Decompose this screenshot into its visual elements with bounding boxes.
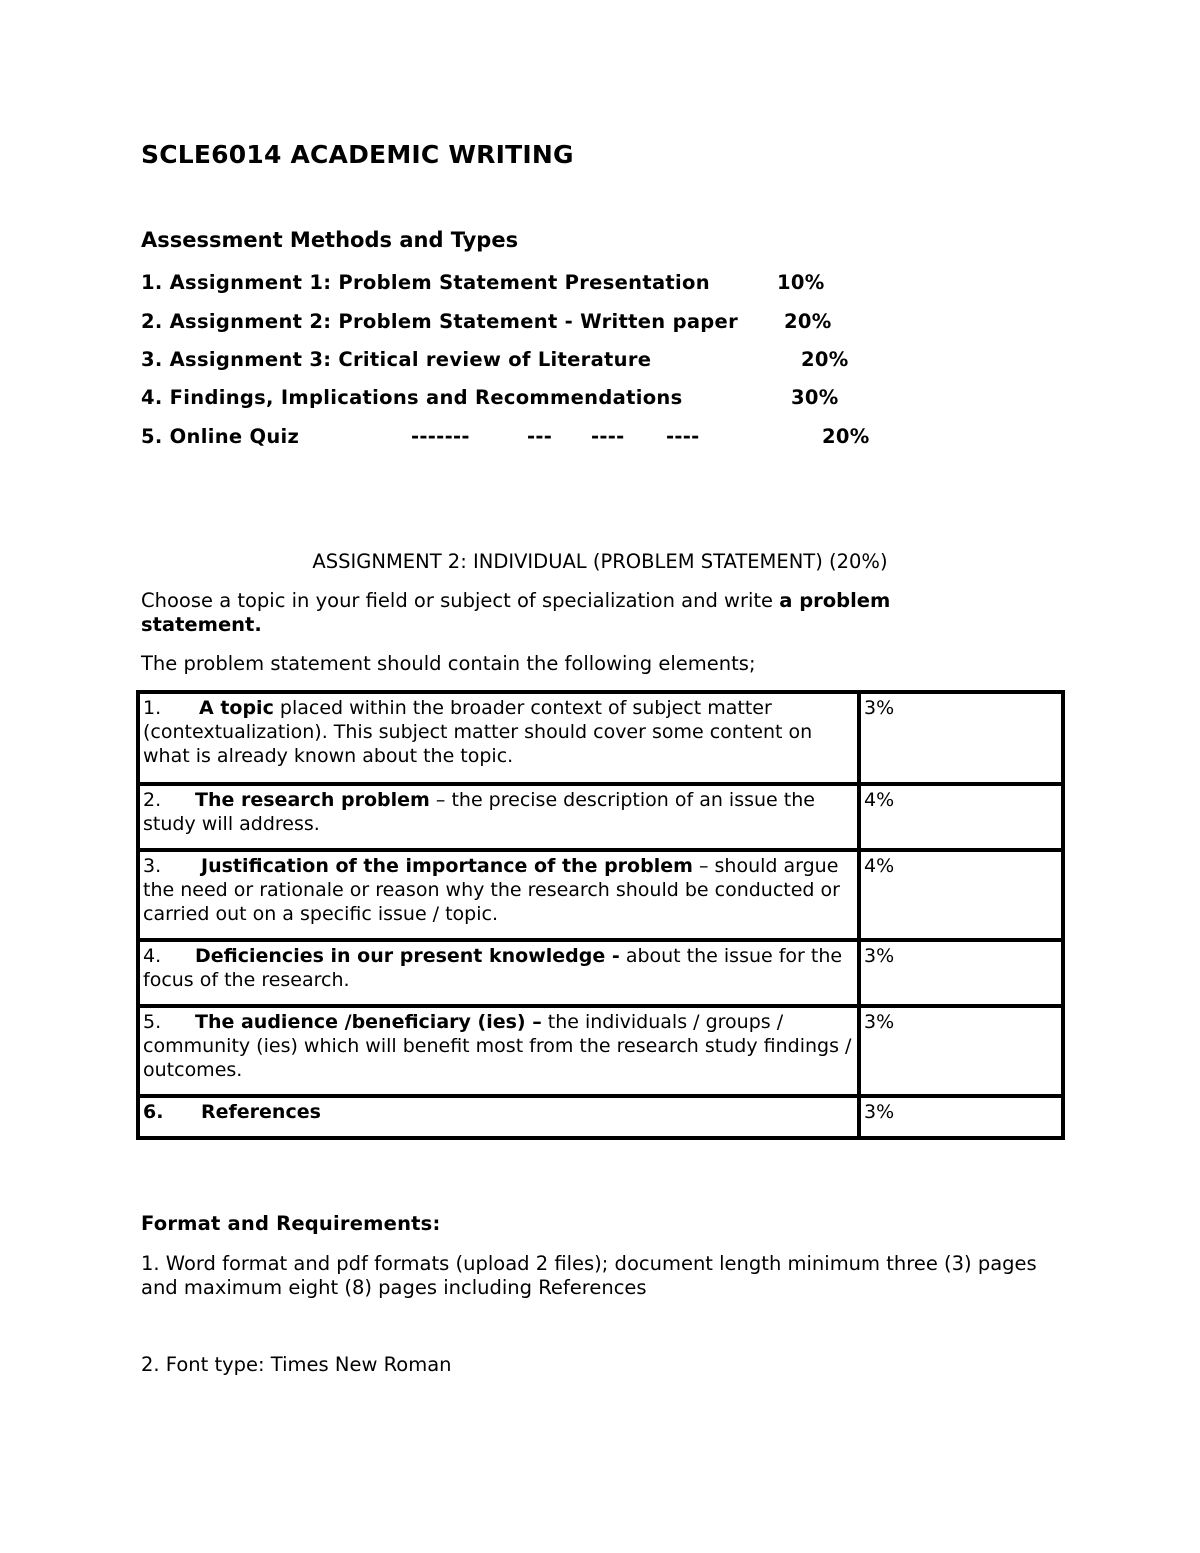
assessment-item-weight: 20% <box>822 425 870 448</box>
element-weight: 3% <box>859 1006 1063 1096</box>
element-separator: – <box>692 855 715 877</box>
quiz-dashes: ------- <box>411 425 470 448</box>
element-title: Deficiencies in our present knowledge - <box>195 945 620 967</box>
element-weight: 3% <box>859 692 1063 784</box>
element-weight: 3% <box>859 1096 1063 1138</box>
element-title: The audience /beneficiary (ies) – <box>195 1011 542 1033</box>
element-number: 4. <box>143 945 162 967</box>
assessment-item-weight: 20% <box>801 348 849 371</box>
element-weight: 4% <box>859 850 1063 940</box>
element-text: should argue the need or rationale or reason why the research should be conducted or carried out on a specific issue / topic. <box>143 855 840 925</box>
assessment-item-label: 4. Findings, Implications and Recommendations <box>141 386 683 409</box>
element-description <box>138 1006 859 1096</box>
intro-bold: a problem statement. <box>141 589 891 636</box>
assessment-item-weight: 10% <box>777 271 825 294</box>
element-title: References <box>201 1101 321 1123</box>
element-weight: 4% <box>859 784 1063 850</box>
element-separator: – <box>429 789 452 811</box>
element-text: the individuals / groups / community (ies) which will benefit most from the research study findings / outcomes. <box>143 1011 852 1081</box>
assessment-item-weight: 30% <box>791 386 839 409</box>
element-number: 5. <box>143 1011 162 1033</box>
element-number: 2. <box>143 789 162 811</box>
element-title: Justification of the importance of the problem <box>201 855 693 877</box>
format-heading: Format and Requirements: <box>141 1212 441 1235</box>
element-weight: 3% <box>859 940 1063 1006</box>
element-title: A topic <box>199 697 274 719</box>
assignment-heading: ASSIGNMENT 2: INDIVIDUAL (PROBLEM STATEMENT) (20%) <box>312 550 888 573</box>
table-row <box>138 940 1063 1006</box>
assessment-item-label: 3. Assignment 3: Critical review of Literature <box>141 348 652 371</box>
element-description <box>138 692 859 784</box>
table-row <box>138 850 1063 940</box>
format-item: 2. Font type: Times New Roman <box>141 1353 452 1376</box>
assessment-item-label: 5. Online Quiz <box>141 425 300 448</box>
assessment-item-label: 1. Assignment 1: Problem Statement Presentation <box>141 271 710 294</box>
element-description <box>138 1096 859 1138</box>
table-row <box>138 692 1063 784</box>
element-description <box>138 940 859 1006</box>
element-text: the precise description of an issue the study will address. <box>143 789 815 835</box>
assessment-item-label: 2. Assignment 2: Problem Statement - Written paper <box>141 310 738 333</box>
intro-text: Choose a topic in your field or subject of specialization and write <box>141 589 780 612</box>
table-row <box>138 784 1063 850</box>
assessment-item-weight: 20% <box>784 310 832 333</box>
quiz-dashes: --- <box>527 425 553 448</box>
element-text: placed within the broader context of subject matter (contextualization). This subject matter should cover some content on what is already known about the topic. <box>143 697 813 767</box>
document-title: SCLE6014 ACADEMIC WRITING <box>141 140 574 169</box>
quiz-dashes: ---- <box>666 425 700 448</box>
table-row <box>138 1096 1063 1138</box>
element-number: 3. <box>143 855 162 877</box>
elements-table <box>136 690 1065 1140</box>
element-number: 1. <box>143 697 162 719</box>
quiz-dashes: ---- <box>591 425 625 448</box>
element-text: about the issue for the focus of the research. <box>143 945 843 991</box>
element-title: The research problem <box>195 789 430 811</box>
element-number: 6. <box>143 1101 164 1123</box>
assignment-intro <box>141 589 1001 637</box>
table-row <box>138 1006 1063 1096</box>
elements-intro: The problem statement should contain the following elements; <box>141 652 756 675</box>
assessment-heading: Assessment Methods and Types <box>141 228 519 252</box>
format-item: 1. Word format and pdf formats (upload 2 files); document length minimum three (3) pages and maximum eight (8) pages including References <box>141 1252 1037 1299</box>
element-description <box>138 784 859 850</box>
element-description <box>138 850 859 940</box>
